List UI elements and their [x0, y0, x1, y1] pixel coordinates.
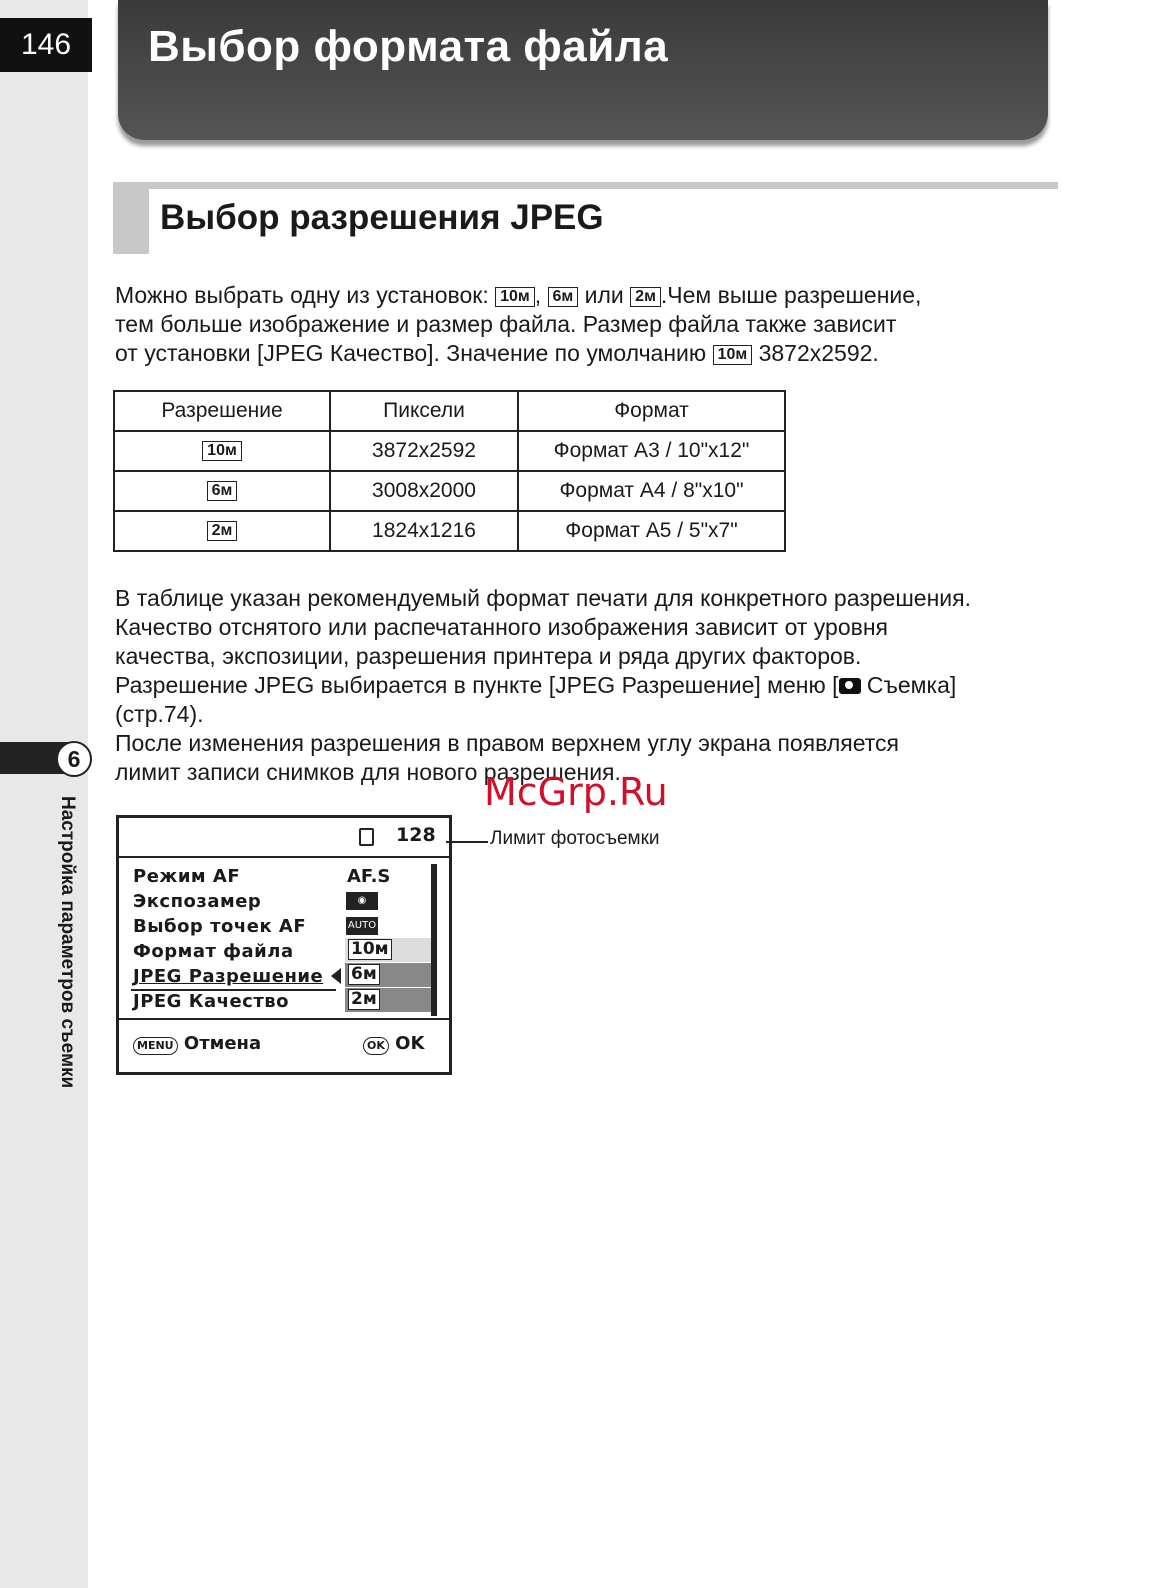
body-line-5: (стр.74).: [115, 701, 204, 727]
intro-text: Можно выбрать одну из установок:: [115, 282, 489, 308]
resolution-option-10m: [345, 938, 433, 962]
selection-underline: [131, 989, 336, 991]
menu-item-metering: Экспозамер: [133, 891, 262, 912]
callout-line: [446, 841, 488, 843]
body-menu-name: Съемка]: [866, 672, 957, 698]
page-title: Выбор формата файла: [148, 22, 669, 71]
table-header: Пиксели: [330, 391, 518, 431]
option-label: 10м: [348, 939, 392, 960]
intro-line-1: [115, 281, 921, 309]
left-margin-strip: [0, 0, 88, 1588]
section-title: Выбор разрешения JPEG: [160, 198, 604, 237]
section-rule: [113, 182, 1058, 189]
table-cell-res: [114, 471, 330, 511]
menu-item-file-format: Формат файла: [133, 941, 294, 962]
table-cell-format: Формат A5 / 5"x7": [518, 511, 785, 551]
table-row: [114, 471, 785, 511]
intro-or: или: [584, 282, 624, 308]
option-label: 6м: [348, 964, 380, 985]
selection-arrow-icon: [331, 968, 341, 984]
table-cell-pixels: 1824x1216: [330, 511, 518, 551]
watermark: McGrp.Ru: [484, 770, 668, 814]
body-line-4: [115, 671, 956, 699]
resolution-badge: 2м: [207, 521, 238, 541]
ok-label: OK: [395, 1033, 425, 1054]
chapter-number: 6: [56, 741, 92, 777]
resolution-badge: 10м: [202, 441, 242, 461]
page-number: 146: [0, 18, 92, 72]
metering-icon: ◉: [346, 892, 378, 910]
table-header: Формат: [518, 391, 785, 431]
resolution-table: [113, 390, 786, 552]
shots-remaining: 128: [396, 824, 436, 846]
intro-comma: ,: [534, 282, 542, 308]
callout-label: Лимит фотосъемки: [490, 828, 660, 849]
table-cell-pixels: 3008x2000: [330, 471, 518, 511]
menu-button-icon: MENU: [133, 1037, 178, 1055]
table-header: Разрешение: [114, 391, 330, 431]
body-line-7: лимит записи снимков для нового разрешения.: [115, 759, 621, 785]
camera-menu-screen: [116, 815, 452, 1075]
table-cell-pixels: 3872x2592: [330, 431, 518, 471]
option-label: 2м: [348, 989, 380, 1010]
af-mode-value: AF.S: [347, 866, 391, 887]
resolution-badge-6m: 6м: [548, 287, 579, 307]
menu-item-jpeg-quality: JPEG Качество: [133, 991, 290, 1012]
resolution-badge: 6м: [207, 481, 238, 501]
auto-af-icon: AUTO: [346, 917, 378, 935]
body-line-1: В таблице указан рекомендуемый формат печати для конкретного разрешения.: [115, 585, 971, 611]
table-cell-format: Формат A4 / 8"x10": [518, 471, 785, 511]
resolution-badge-2m: 2м: [630, 287, 661, 307]
table-cell-format: Формат A3 / 10"x12": [518, 431, 785, 471]
intro-text-end: .Чем выше разрешение,: [660, 282, 922, 308]
table-cell-res: [114, 431, 330, 471]
table-row: [114, 511, 785, 551]
intro-line-2: тем больше изображение и размер файла. Размер файла также зависит: [115, 311, 897, 337]
memory-card-icon: [359, 828, 374, 846]
table-cell-res: [114, 511, 330, 551]
camera-icon: [839, 678, 861, 694]
body-line-6: После изменения разрешения в правом верхнем углу экрана появляется: [115, 730, 899, 756]
chapter-title-vertical: Настройка параметров съемки: [57, 796, 78, 1089]
resolution-option-6m: [345, 963, 433, 987]
table-header-row: [114, 391, 785, 431]
resolution-badge-default: 10м: [713, 345, 753, 365]
intro-default-value: 3872x2592.: [758, 340, 879, 366]
body-line-3: качества, экспозиции, разрешения принтера и ряда других факторов.: [115, 643, 862, 669]
cancel-label: Отмена: [183, 1033, 262, 1054]
camera-status-bar: [119, 818, 449, 858]
camera-button-guide: [119, 1018, 449, 1074]
intro-line-3: [115, 339, 879, 367]
ok-button-icon: OK: [363, 1037, 389, 1055]
intro-default-text: от установки [JPEG Качество]. Значение по умолчанию: [115, 340, 707, 366]
body-line-2: Качество отснятого или распечатанного изображения зависит от уровня: [115, 614, 888, 640]
ok-hint: [363, 1033, 424, 1055]
table-row: [114, 431, 785, 471]
menu-item-jpeg-resolution: JPEG Разрешение: [133, 966, 324, 987]
cancel-hint: [133, 1033, 261, 1055]
menu-item-af-mode: Режим AF: [133, 866, 241, 887]
menu-scrollbar: [431, 864, 437, 1016]
section-marker: [113, 182, 149, 254]
resolution-badge-10m: 10м: [495, 287, 535, 307]
body-menu-ref: Разрешение JPEG выбирается в пункте [JPEG Разрешение] меню [: [115, 672, 839, 698]
resolution-option-2m: [345, 988, 433, 1012]
menu-item-af-points: Выбор точек AF: [133, 916, 307, 937]
